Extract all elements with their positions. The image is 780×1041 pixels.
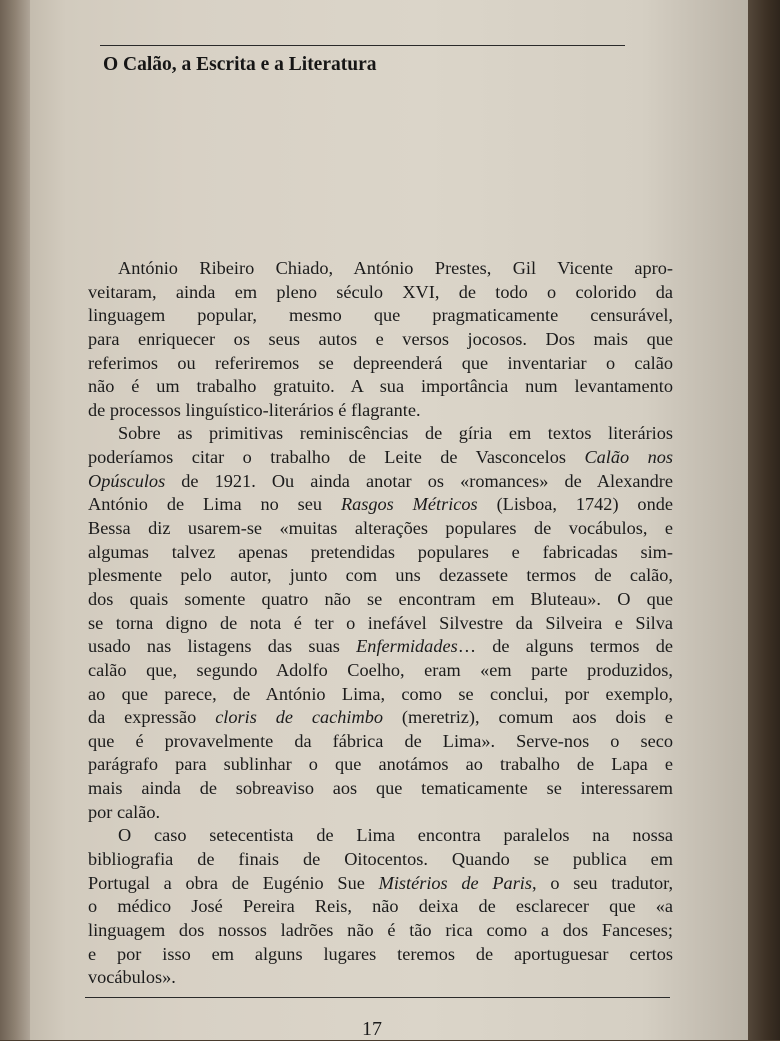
text-line: poderíamos citar o trabalho de Leite de Vasconcelos Calão nos <box>88 447 674 468</box>
text-line: Bessa diz usarem-se «muitas alterações populares de vocábulos, e <box>88 518 673 539</box>
text-line: António Ribeiro Chiado, António Prestes, Gil Vicente apro- <box>118 258 673 278</box>
text-line: ao que parece, de António Lima, como se conclui, por exemplo, <box>88 683 673 704</box>
text-line: dos quais somente quatro não se encontram em Bluteau». O que <box>88 588 673 609</box>
text-line: parágrafo para sublinhar o que anotámos ao trabalho de Lapa e <box>88 754 673 775</box>
text-line: não é um trabalho gratuito. A sua importância num levantamento <box>88 376 673 397</box>
text-line: que é provavelmente da fábrica de Lima». Serve-nos o seco <box>88 730 673 751</box>
text-line: Sobre as primitivas reminiscências de gíria em textos literários <box>118 423 673 444</box>
page-number: 17 <box>362 1018 382 1040</box>
text-line: o médico José Pereira Reis, não deixa de esclarecer que «a <box>88 896 673 917</box>
text-line: linguagem popular, mesmo que pragmaticamente censurável, <box>88 305 673 326</box>
text-line: António de Lima no seu Rasgos Métricos (Lisboa, 1742) onde <box>88 494 673 515</box>
text-line: para enriquecer os seus autos e versos jocosos. Dos mais que <box>88 328 673 349</box>
text-line: Portugal a obra de Eugénio Sue Mistérios de Paris, o seu tradutor, <box>88 872 674 893</box>
text-line: mais ainda de sobreaviso aos que tematicamente se interessarem <box>88 778 673 799</box>
text-line: da expressão cloris de cachimbo (meretriz), comum aos dois e <box>88 707 674 728</box>
text-line: Opúsculos de 1921. Ou ainda anotar os «romances» de Alexandre <box>88 470 673 491</box>
top-rule <box>100 45 625 46</box>
text-line: veitaram, ainda em pleno século XVI, de todo o colorido da <box>88 281 673 302</box>
text-line: plesmente pelo autor, junto com uns dezassete termos de calão, <box>88 565 673 586</box>
text-line: e por isso em alguns lugares teremos de aportuguesar certos <box>88 943 673 964</box>
text-line: O caso setecentista de Lima encontra paralelos na nossa <box>118 825 673 846</box>
text-line: linguagem dos nossos ladrões não é tão rica como a dos Fanceses; <box>88 919 673 940</box>
body-text <box>88 257 673 990</box>
text-line: se torna digno de nota é ter o inefável Silvestre da Silveira e Silva <box>88 612 673 633</box>
text-line: de processos linguístico-literários é flagrante. <box>88 399 421 420</box>
bottom-rule <box>85 997 670 998</box>
text-line: referimos ou referiremos se depreenderá que inventariar o calão <box>88 352 673 373</box>
text-line: calão que, segundo Adolfo Coelho, eram «em parte produzidos, <box>88 659 673 680</box>
chapter-heading: O Calão, a Escrita e a Literatura <box>103 54 377 75</box>
text-line: por calão. <box>88 801 161 822</box>
text-line: algumas talvez apenas pretendidas populares e fabricadas sim- <box>88 541 673 562</box>
text-line: bibliografia de finais de Oitocentos. Quando se publica em <box>88 849 673 870</box>
text-line: vocábulos». <box>88 967 176 988</box>
page-edge-shadow <box>748 0 780 1040</box>
text-line: usado nas listagens das suas Enfermidades… de alguns termos de <box>88 636 673 657</box>
